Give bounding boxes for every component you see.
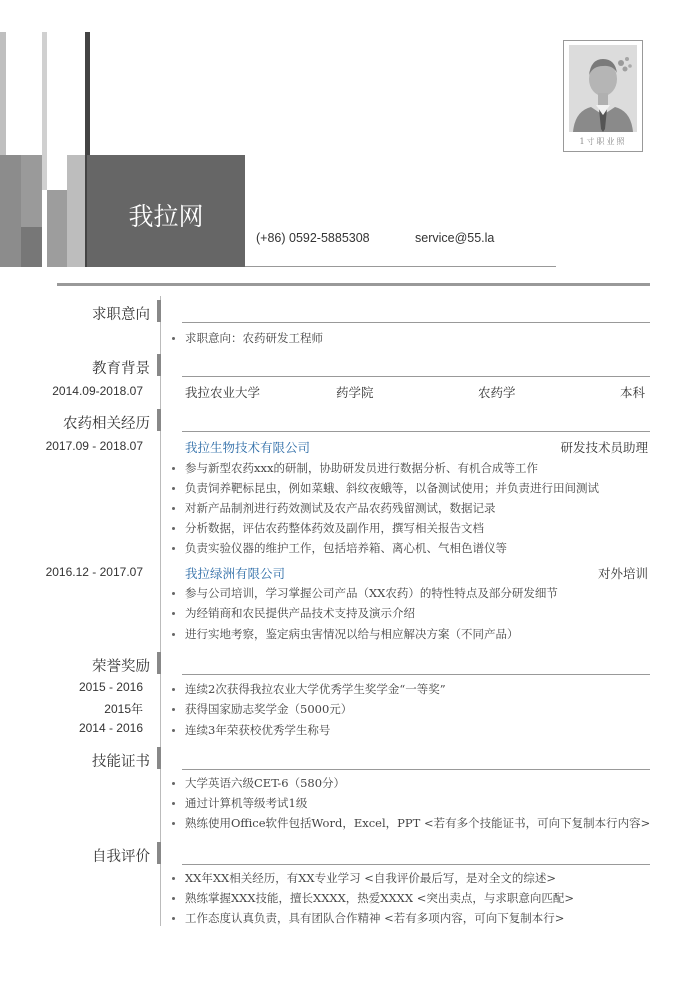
section-marker [157, 409, 161, 431]
education-college: 药学院 [336, 385, 374, 400]
bullet-dot [172, 782, 175, 785]
bullet-dot [172, 337, 175, 340]
honor-item: 连续3年荣获校优秀学生称号 [185, 723, 331, 737]
applicant-name-text: 我拉网 [128, 202, 204, 231]
contact-divider [245, 266, 556, 267]
bullet-dot [172, 729, 175, 732]
experience-item: 为经销商和农民提供产品技术支持及演示介绍 [185, 606, 415, 620]
bullet-dot [172, 487, 175, 490]
email-address: service@55.la [415, 231, 495, 245]
deco-bar [0, 155, 21, 267]
honor-item: 获得国家励志奖学金（5000元） [185, 702, 353, 716]
section-title-experience: 农药相关经历 [63, 416, 150, 432]
education-date: 2014.09-2018.07 [52, 384, 143, 398]
self-item: 工作态度认真负责，具有团队合作精神 <若有多项内容，可向下复制本行> [185, 911, 565, 925]
header-rule [57, 283, 650, 286]
experience-role: 对外培训 [597, 566, 648, 581]
experience-date: 2016.12 - 2017.07 [45, 565, 143, 579]
bullet-dot [172, 897, 175, 900]
deco-bar [47, 190, 67, 267]
skill-item: 大学英语六级CET-6（580分） [185, 776, 346, 790]
honor-date: 2014 - 2016 [78, 721, 143, 735]
bullet-dot [172, 688, 175, 691]
deco-bar [21, 227, 42, 267]
bullet-dot [172, 527, 175, 530]
avatar-icon [569, 45, 637, 132]
bullet-dot [172, 917, 175, 920]
section-title-honors: 荣誉奖励 [92, 659, 150, 675]
section-title-education: 教育背景 [92, 361, 150, 377]
section-marker [157, 652, 161, 674]
honor-date: 2015 - 2016 [78, 680, 143, 694]
section-title-skills: 技能证书 [92, 754, 150, 770]
photo-caption: 1寸职业照 [579, 137, 627, 146]
education-school: 我拉农业大学 [185, 385, 261, 400]
photo-placeholder [563, 40, 643, 152]
education-degree: 本科 [620, 385, 646, 400]
experience-item: 负责实验仪器的维护工作，包括培养箱、离心机、气相色谱仪等 [185, 541, 507, 555]
section-rule [182, 431, 650, 432]
section-marker [157, 842, 161, 864]
experience-item: 负责饲养靶标昆虫，例如菜蛾、斜纹夜蛾等，以备测试使用；并负责进行田间测试 [185, 481, 599, 495]
self-item: 熟练掌握XXX技能，擅长XXXX，热爱XXXX <突出卖点，与求职意向匹配> [185, 891, 574, 905]
bullet-dot [172, 822, 175, 825]
experience-item: 进行实地考察，鉴定病虫害情况以给与相应解决方案（不同产品） [185, 627, 519, 641]
deco-bar [67, 155, 85, 267]
section-rule [182, 769, 650, 770]
experience-company: 我拉绿洲有限公司 [185, 566, 286, 581]
section-rule [182, 864, 650, 865]
experience-company: 我拉生物技术有限公司 [185, 440, 311, 455]
experience-item: 参与新型农药xxx的研制，协助研发员进行数据分析、有机合成等工作 [185, 461, 538, 475]
applicant-name [87, 155, 245, 267]
objective-text: 求职意向：农药研发工程师 [185, 331, 323, 345]
section-rule [182, 674, 650, 675]
bullet-dot [172, 633, 175, 636]
bullet-dot [172, 802, 175, 805]
section-rule [182, 322, 650, 323]
skill-item: 熟练使用Office软件包括Word，Excel，PPT <若有多个技能证书，可向下复制本行内容> [185, 816, 651, 830]
bullet-dot [172, 592, 175, 595]
experience-item: 参与公司培训，学习掌握公司产品（XX农药）的特性特点及部分研发细节 [185, 586, 558, 600]
experience-role: 研发技术员助理 [560, 440, 648, 455]
self-item: XX年XX相关经历，有XX专业学习 <自我评价最后写，是对全文的综述> [185, 871, 557, 885]
experience-item: 分析数据，评估农药整体药效及副作用，撰写相关报告文档 [185, 521, 484, 535]
section-title-self: 自我评价 [92, 849, 150, 865]
experience-date: 2017.09 - 2018.07 [45, 439, 143, 453]
bullet-dot [172, 467, 175, 470]
skill-item: 通过计算机等级考试1级 [185, 796, 308, 810]
phone-number: (+86) 0592-5885308 [256, 231, 370, 245]
bullet-dot [172, 547, 175, 550]
section-marker [157, 300, 161, 322]
honor-date: 2015年 [104, 702, 143, 716]
bullet-dot [172, 877, 175, 880]
experience-item: 对新产品制剂进行药效测试及农产品农药残留测试，数据记录 [185, 501, 496, 515]
honor-item: 连续2次获得我拉农业大学优秀学生奖学金“一等奖” [185, 682, 446, 696]
deco-bar [42, 32, 47, 190]
section-marker [157, 354, 161, 376]
bullet-dot [172, 708, 175, 711]
section-title-objective: 求职意向 [92, 307, 150, 323]
bullet-dot [172, 612, 175, 615]
section-marker [157, 747, 161, 769]
deco-bar [21, 155, 42, 227]
bullet-dot [172, 507, 175, 510]
education-major: 农药学 [478, 385, 516, 400]
timeline-line [160, 296, 161, 926]
section-rule [182, 376, 650, 377]
